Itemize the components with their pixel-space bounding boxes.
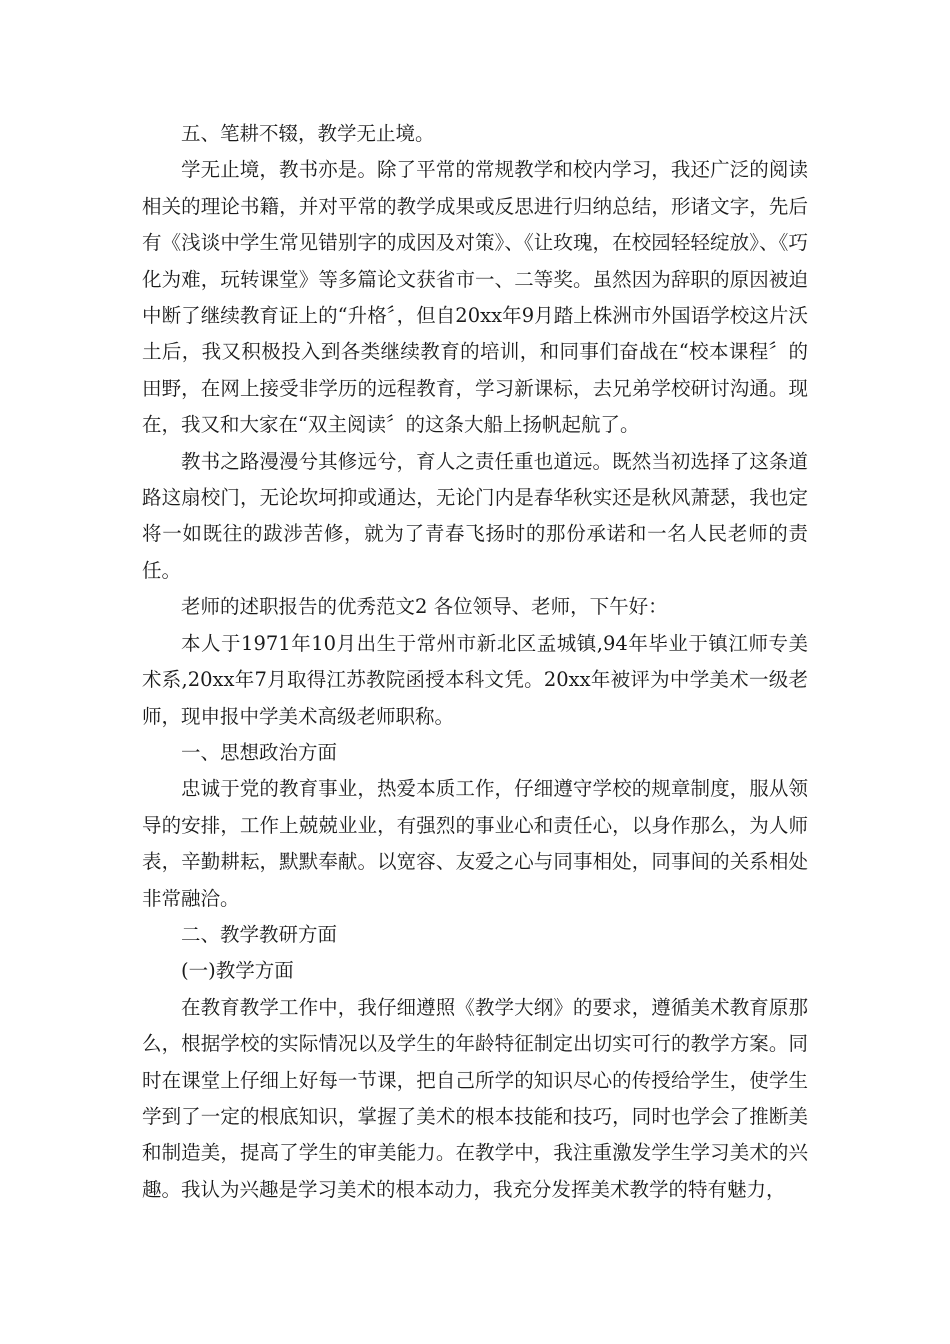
paragraph: 教书之路漫漫兮其修远兮，育人之责任重也道远。既然当初选择了这条道路这扇校门，无论坎坷抑或通达，无论门内是春华秋实还是秋风萧瑟，我也定将一如既往的跋涉苦修，就为了青春飞扬时的那份承诺和一名人民老师的责任。 <box>142 449 808 582</box>
subsection-heading: (一)教学方面 <box>181 959 294 983</box>
paragraph: 本人于1971年10月出生于常州市新北区孟城镇,94年毕业于镇江师专美术系,20xx年7月取得江苏教院函授本科文凭。20xx年被评为中学美术一级老师，现申报中学美术高级老师职称。 <box>142 631 808 728</box>
paragraph: 学无止境，教书亦是。除了平常的常规教学和校内学习，我还广泛的阅读相关的理论书籍，并对平常的教学成果或反思进行归纳总结，形诸文字，先后有《浅谈中学生常见错别字的成因及对策》、《让玫瑰，在校园轻轻绽放》、《巧化为难，玩转课堂》等多篇论文获省市一、二等奖。虽然因为辞职的原因被迫中断了继续教育证上的“升格〞，但自20xx年9月踏上株洲市外国语学校这片沃土后，我又积极投入到各类继续教育的培训，和同事们奋战在“校本课程〞的田野，在网上接受非学历的远程教育，学习新课标，去兄弟学校研讨沟通。现在，我又和大家在“双主阅读〞的这条大船上扬帆起航了。 <box>142 158 808 437</box>
section-heading: 五、笔耕不辍，教学无止境。 <box>181 122 435 145</box>
document-body <box>142 116 808 1208</box>
paragraph: 在教育教学工作中，我仔细遵照《教学大纲》的要求，遵循美术教育原那么，根据学校的实际情况以及学生的年龄特征制定出切实可行的教学方案。同时在课堂上仔细上好每一节课，把自己所学的知识尽心的传授给学生，使学生学到了一定的根底知识，掌握了美术的根本技能和技巧，同时也学会了推断美和制造美，提高了学生的审美能力。在教学中，我注重激发学生学习美术的兴趣。我认为兴趣是学习美术的根本动力，我充分发挥美术教学的特有魅力， <box>142 995 808 1201</box>
paragraph: 忠诚于党的教育事业，热爱本质工作，仔细遵守学校的规章制度，服从领导的安排，工作上兢兢业业，有强烈的事业心和责任心，以身作那么，为人师表，辛勤耕耘，默默奉献。以宽容、友爱之心与同事相处，同事间的关系相处非常融洽。 <box>142 777 808 910</box>
section-heading: 二、教学教研方面 <box>181 922 338 946</box>
paragraph: 老师的述职报告的优秀范文2 各位领导、老师，下午好： <box>181 595 668 619</box>
section-heading: 一、思想政治方面 <box>181 740 338 764</box>
